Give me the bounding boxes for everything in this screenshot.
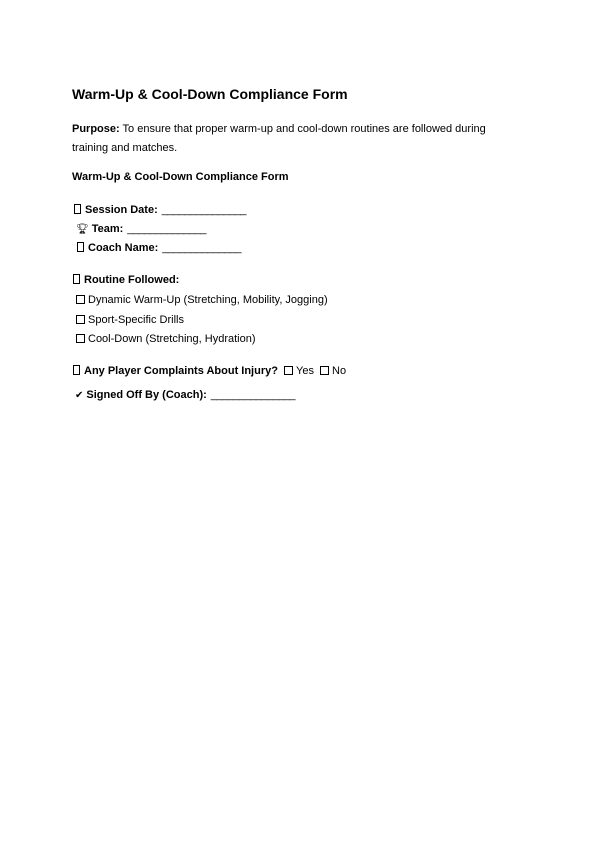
routine-option-label: Cool-Down (Stretching, Hydration) [88,333,256,345]
checkbox[interactable] [76,315,85,324]
coach-name-label: Coach Name: [88,242,159,254]
coach-name-blank: ______________ [162,242,241,254]
check-mark-icon: ✔ [75,390,84,401]
missing-glyph-icon [73,274,80,284]
routine-label: Routine Followed: [84,274,180,286]
missing-glyph-icon [74,204,81,214]
checkbox[interactable] [76,295,85,304]
routine-option [76,293,328,307]
coach-name-field [77,241,241,255]
form-title: Warm-Up & Cool-Down Compliance Form [72,86,348,102]
complaints-label: Any Player Complaints About Injury? [84,365,278,377]
routine-option-label: Sport-Specific Drills [88,314,184,326]
routine-option [76,332,256,346]
team-label: Team: [91,223,124,235]
session-date-blank: _______________ [161,204,247,216]
routine-option-label: Dynamic Warm-Up (Stretching, Mobility, Jogging) [88,294,328,306]
signoff-label: Signed Off By (Coach): [86,389,207,401]
purpose-text: To ensure that proper warm-up and cool-down routines are followed during training and matches. [72,123,486,154]
missing-glyph-icon [73,365,80,375]
session-date-field [74,203,246,217]
team-field [76,222,206,237]
signoff-blank: _______________ [210,389,296,401]
yes-checkbox[interactable] [284,366,293,375]
routine-heading [73,273,179,287]
session-date-label: Session Date: [85,204,158,216]
no-label: No [332,365,347,377]
complaints-question [73,364,346,378]
purpose-paragraph [72,120,512,158]
missing-glyph-icon [77,242,84,252]
routine-option [76,313,184,327]
no-checkbox[interactable] [320,366,329,375]
checkbox[interactable] [76,334,85,343]
team-blank: ______________ [127,223,206,235]
signoff-field [75,388,295,403]
yes-label: Yes [296,365,314,377]
purpose-label: Purpose: [72,123,120,135]
form-subtitle: Warm-Up & Cool-Down Compliance Form [72,171,289,183]
trophy-icon: 🏆︎ [76,224,89,235]
